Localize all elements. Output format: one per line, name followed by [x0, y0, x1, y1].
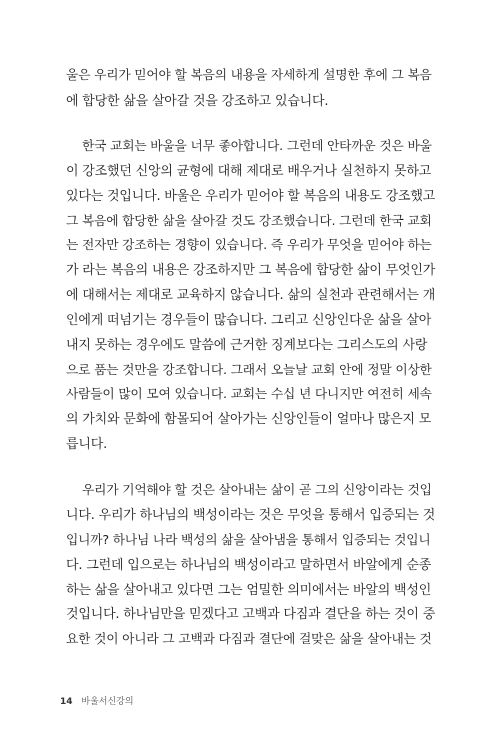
- paragraph-2-line-13: 릅니다.: [66, 437, 108, 452]
- paragraph-2-line-6: 가 라는 복음의 내용은 강조하지만 그 복음에 합당한 삶이 무엇인가: [66, 263, 436, 278]
- paragraph-2-line-10: 으로 품는 것만을 강조합니다. 그래서 오늘날 교회 안에 정말 이상한: [66, 363, 432, 378]
- paragraph-2-line-11: 사람들이 많이 모여 있습니다. 교회는 수십 년 다니지만 여전히 세속: [66, 387, 432, 402]
- paragraph-3-line-7: 요한 것이 아니라 그 고백과 다짐과 결단에 걸맞은 삶을 살아내는 것: [66, 632, 432, 647]
- page-footer: [60, 696, 134, 708]
- paragraph-2-line-7: 에 대해서는 제대로 교육하지 않습니다. 삶의 실천과 관련해서는 개: [66, 288, 436, 303]
- paragraph-1-line-1: 울은 우리가 믿어야 할 복음의 내용을 자세하게 설명한 후에 그 복음: [66, 68, 432, 83]
- paragraph-3-line-2: 니다. 우리가 하나님의 백성이라는 것은 무엇을 통해서 입증되는 것: [66, 508, 436, 523]
- paragraph-2-line-12: 의 가치와 문화에 함몰되어 살아가는 신앙인들이 얼마나 많은지 모: [66, 412, 432, 427]
- paragraph-2-line-8: 인에게 떠넘기는 경우들이 많습니다. 그리고 신앙인다운 삶을 살아: [66, 313, 432, 328]
- paragraph-2-line-4: 그 복음에 합당한 삶을 살아갈 것도 강조했습니다. 그런데 한국 교회: [66, 214, 432, 229]
- paragraph-2-line-2: 이 강조했던 신앙의 균형에 대해 제대로 배우거나 실천하지 못하고: [66, 164, 432, 179]
- paragraph-3-line-5: 하는 삶을 살아내고 있다면 그는 엄밀한 의미에서는 바알의 백성인: [66, 583, 432, 598]
- paragraph-2-line-5: 는 전자만 강조하는 경향이 있습니다. 즉 우리가 무엇을 믿어야 하는: [66, 238, 432, 253]
- page-number: 14: [60, 697, 73, 707]
- paragraph-3-line-4: 다. 그런데 입으로는 하나님의 백성이라고 말하면서 바알에게 순종: [66, 558, 432, 573]
- paragraph-3-line-6: 것입니다. 하나님만을 믿겠다고 고백과 다짐과 결단을 하는 것이 중: [66, 607, 436, 622]
- paragraph-2-line-3: 있다는 것입니다. 바울은 우리가 믿어야 할 복음의 내용도 강조했고: [66, 189, 436, 204]
- paragraph-1-line-2: 에 합당한 삶을 살아갈 것을 강조하고 있습니다.: [66, 94, 329, 109]
- paragraph-2-line-1: 한국 교회는 바울을 너무 좋아합니다. 그런데 안타까운 것은 바울: [82, 139, 432, 154]
- paragraph-3-line-1: 우리가 기억해야 할 것은 살아내는 삶이 곧 그의 신앙이라는 것입: [82, 483, 432, 498]
- running-title: 바울서신강의: [81, 697, 134, 707]
- paragraph-3-line-3: 입니까? 하나님 나라 백성의 삶을 살아냄을 통해서 입증되는 것입니: [66, 533, 431, 548]
- paragraph-2-line-9: 내지 못하는 경우에도 말씀에 근거한 징계보다는 그리스도의 사랑: [66, 338, 428, 353]
